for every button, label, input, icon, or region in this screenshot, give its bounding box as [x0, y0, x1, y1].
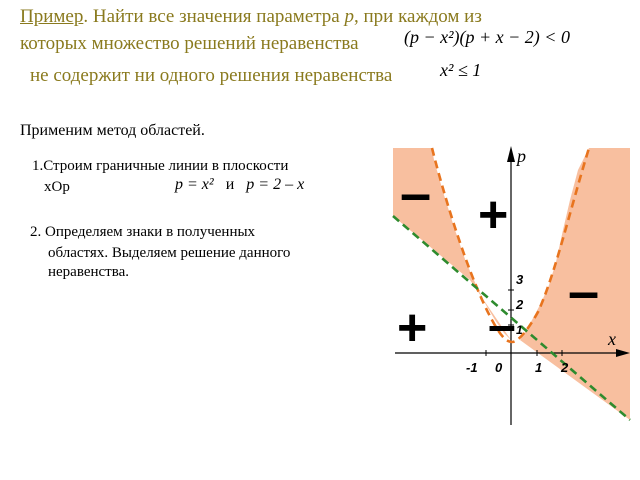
y-tick-label-3: 3 [516, 272, 524, 287]
param-p: p [344, 6, 354, 27]
method-text: Применим метод областей. [20, 122, 205, 139]
problem-title-line3: не содержит ни одного решения неравенства [30, 65, 393, 86]
sign-minus-top-left: – [400, 161, 432, 224]
second-inequality: x² ≤ 1 [440, 60, 482, 80]
y-axis-label: p [517, 146, 526, 166]
step2-line3: неравенства. [48, 264, 130, 280]
x-tick-label-0: 0 [495, 360, 503, 375]
formula-parabola: p = x² [175, 176, 214, 193]
x-tick-label-minus1: -1 [466, 360, 478, 375]
y-tick-label-2: 2 [516, 297, 524, 312]
and-word: и [225, 176, 235, 193]
sign-minus-right: – [568, 259, 600, 322]
x-axis-label: x [608, 329, 616, 349]
step1-line2: xOp [44, 179, 70, 195]
formula-line: p = 2 – x [246, 176, 305, 193]
step2-line1: 2. Определяем знаки в полученных [30, 224, 256, 240]
example-label: Пример [20, 6, 84, 27]
x-tick-label-2: 2 [561, 360, 569, 375]
sign-plus-bottom-left: + [397, 299, 428, 357]
x-tick-label-1: 1 [535, 360, 543, 375]
sign-plus-top: + [478, 186, 509, 244]
title-text-1-end: , при каждом из [353, 6, 482, 27]
step2-line2: областях. Выделяем решение данного [48, 245, 291, 261]
sign-minus-center: – [488, 297, 516, 353]
problem-title-line2: которых множество решений неравенства [20, 33, 359, 54]
y-tick-label-1: 1 [516, 323, 523, 337]
main-inequality: (p − x²)(p + x − 2) < 0 [404, 27, 570, 47]
step1-line1: 1.Строим граничные линии в плоскости [32, 158, 289, 174]
y-axis-arrow [507, 146, 515, 162]
title-text-1: . Найти все значения параметра [83, 6, 345, 27]
